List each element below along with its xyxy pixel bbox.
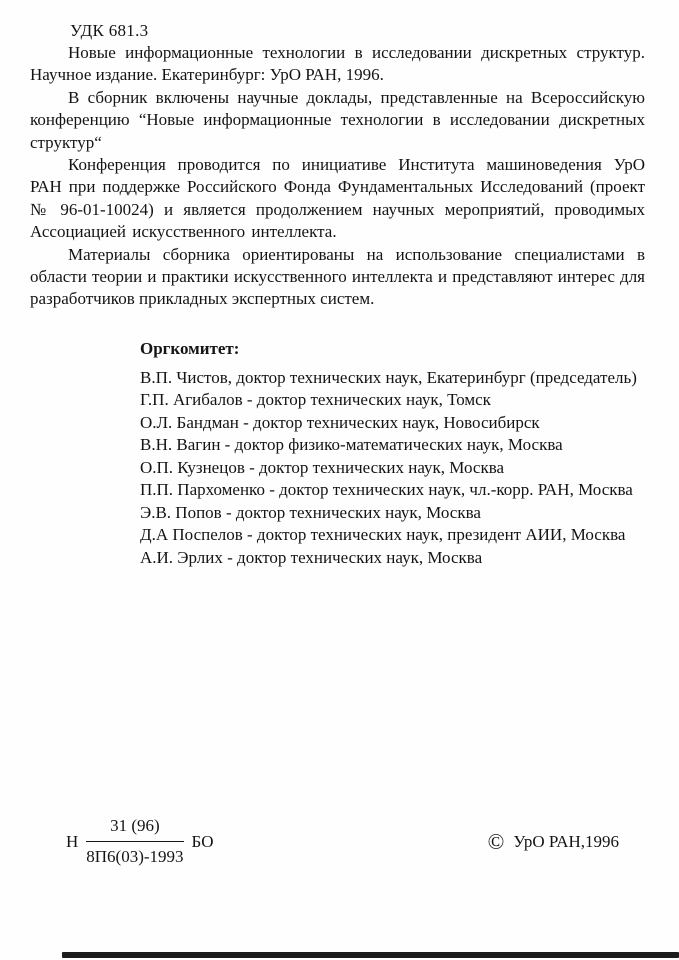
committee-member: Э.В. Попов - доктор технических наук, Москва bbox=[140, 502, 481, 522]
committee-member: П.П. Пархоменко - доктор технических наук, чл.-корр. РАН, Москва bbox=[140, 480, 633, 500]
classification-denominator: 8П6(03)-1993 bbox=[86, 847, 184, 866]
classification-letter-right: БО bbox=[191, 831, 214, 851]
committee-member: В.Н. Вагин - доктор физико-математических наук, Москва bbox=[140, 435, 563, 455]
classification-numerator: 31 (96) bbox=[86, 816, 183, 842]
page-footer bbox=[0, 816, 679, 867]
library-classification-code bbox=[66, 816, 213, 867]
committee-member: Д.А Поспелов - доктор технических наук, президент АИИ, Москва bbox=[140, 525, 626, 545]
abstract-paragraph-conference: Конференция проводится по инициативе Института машиноведения УрО РАН при поддержке Российского Фонда Фундаментальных Исследований (проект № 96-01-10024) и является продолжением научных мероприятий, проводимых Ассоциацией искусственного интеллекта. bbox=[30, 155, 645, 242]
abstract-paragraph-collection: В сборник включены научные доклады, представленные на Всероссийскую конференцию “Новые информационные технологии в исследовании дискретных структур“ bbox=[30, 87, 645, 152]
copyright-icon: © bbox=[487, 828, 505, 854]
committee-member: В.П. Чистов, доктор технических наук, Екатеринбург (председатель) bbox=[140, 367, 637, 387]
committee-member: А.И. Эрлих - доктор технических наук, Москва bbox=[140, 547, 483, 567]
scan-edge-artifact bbox=[62, 952, 679, 958]
organizing-committee-section bbox=[140, 337, 645, 570]
imprint-paragraph: Новые информационные технологии в исследовании дискретных структур. Научное издание. Екатеринбург: УрО РАН, 1996. bbox=[30, 43, 645, 85]
committee-heading: Оргкомитет: bbox=[140, 338, 240, 358]
committee-member: Г.П. Агибалов - доктор технических наук, Томск bbox=[140, 390, 491, 410]
committee-member: О.П. Кузнецов - доктор технических наук, Москва bbox=[140, 457, 505, 477]
classification-fraction bbox=[86, 816, 183, 867]
copyright-notice bbox=[487, 828, 619, 854]
classification-letter-left: Н bbox=[66, 831, 79, 851]
abstract-paragraph-audience: Материалы сборника ориентированы на использование специалистами в области теории и практики искусственного интеллекта и представляют интерес для разработчиков прикладных экспертных систем. bbox=[30, 244, 645, 309]
committee-member: О.Л. Бандман - доктор технических наук, Новосибирск bbox=[140, 412, 540, 432]
copyright-text: УрО РАН,1996 bbox=[513, 831, 619, 851]
udk-classification-number: УДК 681.3 bbox=[70, 21, 149, 40]
